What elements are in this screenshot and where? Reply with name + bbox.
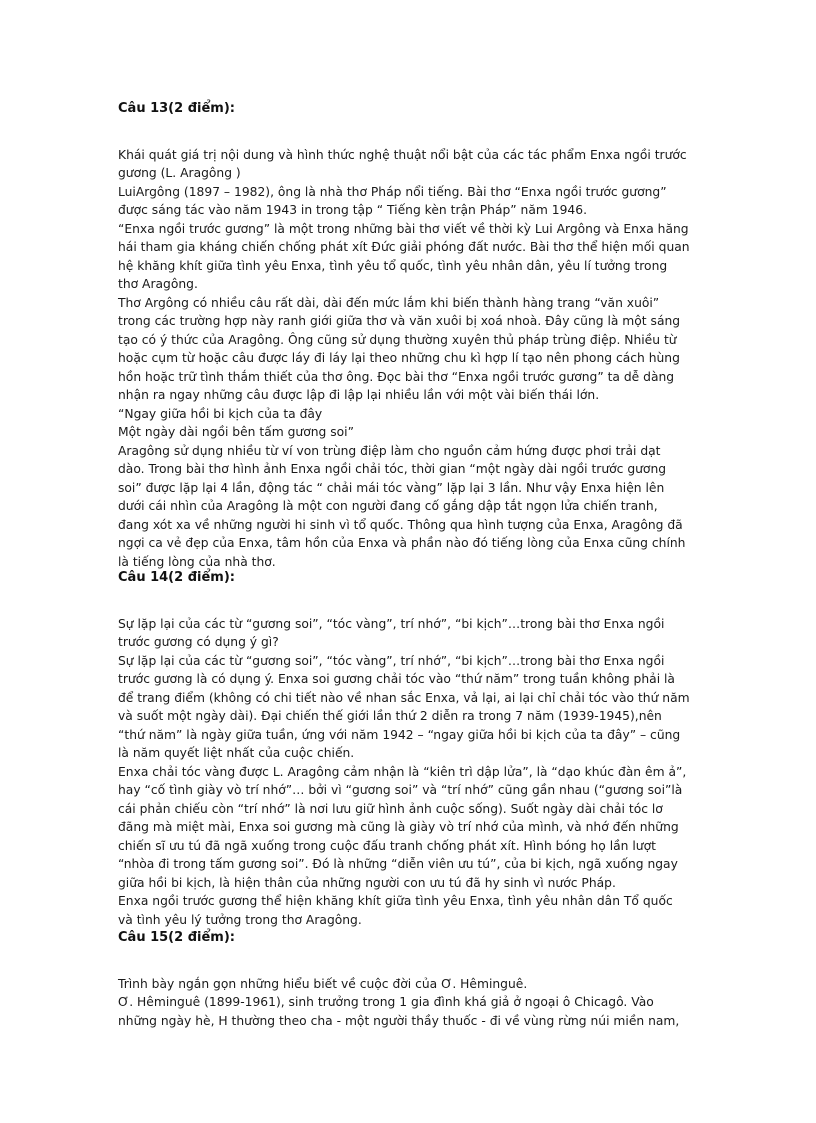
text-line: cái phản chiếu còn “trí nhớ” là nơi lưu giữ hình ảnh cuộc sống). Suốt ngày dài chải tóc lơ <box>118 801 663 816</box>
question-13-body <box>118 127 690 571</box>
text-line: ngợi ca vẻ đẹp của Enxa, tâm hồn của Enxa và phần nào đó tiếng lòng của Enxa cũng chính <box>118 536 686 550</box>
blank-line <box>118 127 690 146</box>
text-line: đang xót xa về những người hi sinh vì tổ quốc. Thông qua hình tượng của Enxa, Aragông đã <box>118 517 683 532</box>
text-line: Trình bày ngắn gọn những hiểu biết về cuộc đời của Ơ. Hêminguê. <box>118 976 528 991</box>
text-line: thơ Aragông. <box>118 277 198 291</box>
question-14-section <box>118 569 690 929</box>
text-line: trước gương có dụng ý gì? <box>118 635 279 649</box>
text-line: Khái quát giá trị nội dung và hình thức nghệ thuật nổi bật của các tác phẩm Enxa ngồi trước <box>118 147 687 162</box>
text-line: là năm quyết liệt nhất của cuộc chiến. <box>118 746 355 760</box>
text-line: hay “cố tình giày vò trí nhớ”… bởi vì “gương soi” và “trí nhớ” cũng gần nhau (“gương soi”là <box>118 783 683 797</box>
text-line: hái tham gia kháng chiến chống phát xít Đức giải phóng đất nước. Bài thơ thể hiện mối quan <box>118 240 690 254</box>
text-line: trong các trường hợp này ranh giới giữa thơ và văn xuôi bị xoá nhoà. Đây cũng là một sáng <box>118 314 681 328</box>
text-line: Thơ Argông có nhiều câu rất dài, dài đến mức lắm khi biến thành hàng trang “văn xuôi” <box>118 295 660 310</box>
text-line: và suốt một ngày dài). Đại chiến thế giới lần thứ 2 diễn ra trong 7 năm (1939-1945),nên <box>118 709 662 723</box>
text-line: hệ khăng khít giữa tình yêu Enxa, tình yêu tổ quốc, tình yêu nhân dân, yêu lí tưởng trong <box>118 258 668 273</box>
question-14-body <box>118 596 690 929</box>
text-line: LuiArgông (1897 – 1982), ông là nhà thơ Pháp nổi tiếng. Bài thơ “Enxa ngồi trước gương” <box>118 184 667 199</box>
text-line: chiến sĩ ưu tú đã ngã xuống trong cuộc đấu tranh chống phát xít. Hình bóng họ lần lượt <box>118 838 656 853</box>
text-line: dào. Trong bài thơ hình ảnh Enxa ngồi chải tóc, thời gian “một ngày dài ngồi trước gương <box>118 462 667 476</box>
text-line: và tình yêu lý tưởng trong thơ Aragông. <box>118 912 362 927</box>
text-line: “Enxa ngồi trước gương” là một trong những bài thơ viết về thời kỳ Lui Argông và Enxa hăng <box>118 221 689 236</box>
text-line: Sự lặp lại của các từ “gương soi”, “tóc vàng”, trí nhớ”, “bi kịch”…trong bài thơ Enxa ngồi <box>118 653 665 668</box>
text-line: trước gương là có dụng ý. Enxa soi gương chải tóc vào “thứ năm” trong tuần không phải là <box>118 672 675 686</box>
text-line: nhận ra ngay những câu được lập đi lập lại nhiều lần với một vài biến thái lớn. <box>118 388 600 402</box>
text-line: những ngày hè, H thường theo cha - một người thầy thuốc - đi về vùng rừng núi miền nam, <box>118 1013 680 1028</box>
text-line: “Ngay giữa hồi bi kịch của ta đây <box>118 406 323 421</box>
question-15-heading: Câu 15(2 điểm): <box>118 930 235 945</box>
text-line: Aragông sử dụng nhiều từ ví von trùng điệp làm cho nguồn cảm hứng được phơi trải dạt <box>118 443 661 458</box>
text-line: “nhòa đi trong tấm gương soi”. Đó là những “diễn viên ưu tú”, của bi kịch, ngã xuống ngay <box>118 857 678 871</box>
question-15-body <box>118 956 679 1030</box>
question-13-section <box>118 100 690 571</box>
text-line: “thứ năm” là ngày giữa tuần, ứng với năm 1942 – “ngay giữa hồi bi kịch của ta đây” – cũng <box>118 727 681 742</box>
question-13-heading: Câu 13(2 điểm): <box>118 101 235 116</box>
text-line: soi” được lặp lại 4 lần, động tác “ chải mái tóc vàng” lặp lại 3 lần. Như vậy Enxa hiện lên <box>118 480 665 495</box>
text-line: để trang điểm (không có chi tiết nào về nhan sắc Enxa, vả lại, ai lại chỉ chải tóc vào thứ năm <box>118 690 690 705</box>
text-line: tạo có ý thức của Aragông. Ông cũng sử dụng thường xuyên thủ pháp trùng điệp. Nhiều từ <box>118 332 677 347</box>
text-line: gương (L. Aragông ) <box>118 166 241 180</box>
text-line: giữa hồi bi kịch, là hiện thân của những người con ưu tú đã hy sinh vì nước Pháp. <box>118 875 616 890</box>
text-line: dưới cái nhìn của Aragông là một con người đang cố gắng dập tắt ngọn lửa chiến tranh, <box>118 499 658 513</box>
text-line: Sự lặp lại của các từ “gương soi”, “tóc vàng”, trí nhớ”, “bi kịch”…trong bài thơ Enxa ngồi <box>118 616 665 631</box>
text-line: đãng mà miệt mài, Enxa soi gương mà cũng là giày vò trí nhớ của mình, và nhớ đến những <box>118 820 679 834</box>
text-line: được sáng tác vào năm 1943 in trong tập “ Tiếng kèn trận Pháp” năm 1946. <box>118 203 587 217</box>
text-line: Enxa ngồi trước gương thể hiện khăng khít giữa tình yêu Enxa, tình yêu nhân dân Tổ quốc <box>118 894 673 908</box>
text-line: Ơ. Hêminguê (1899-1961), sinh trưởng trong 1 gia đình khá giả ở ngoại ô Chicagô. Vào <box>118 995 654 1009</box>
text-line: Một ngày dài ngồi bên tấm gương soi” <box>118 425 354 439</box>
question-14-heading: Câu 14(2 điểm): <box>118 570 235 585</box>
text-line: hoặc cụm từ hoặc câu được láy đi láy lại theo những chu kì hợp lí tạo nên phong cách hùng <box>118 351 680 365</box>
question-15-section <box>118 929 679 1030</box>
text-line: Enxa chải tóc vàng được L. Aragông cảm nhận là “kiên trì dập lửa”, là “dạo khúc đàn êm ả”, <box>118 764 687 779</box>
text-line: hồn hoặc trữ tình thắm thiết của thơ ông. Đọc bài thơ “Enxa ngồi trước gương” ta dễ dàng <box>118 369 675 384</box>
text-line: là tiếng lòng của nhà thơ. <box>118 554 276 569</box>
blank-line <box>118 596 690 615</box>
blank-line <box>118 956 679 975</box>
